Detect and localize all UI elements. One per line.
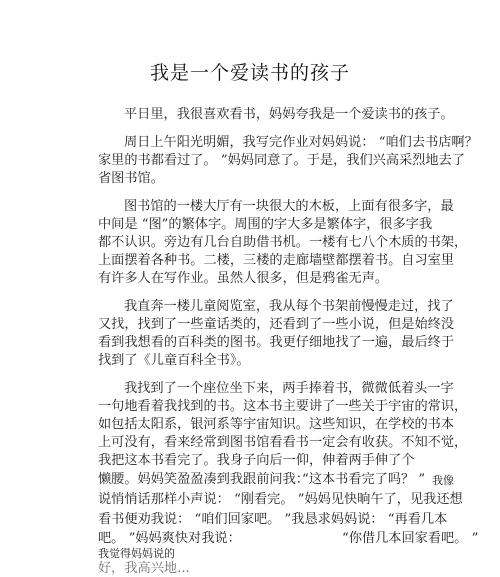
paragraph-line: 看到我想看的百科类的图书。我更仔细地找了一遍，最后终于 (98, 335, 455, 350)
paragraph-line: 一句地看着我找到的书。这本书主要讲了一些关于宇宙的常识， (98, 399, 468, 414)
paragraph-line: 又找，找到了一些童话类的，还看到了一些小说，但是始终没 (98, 317, 455, 332)
paragraph-line: 找到了《儿童百科全书》。 (98, 353, 250, 368)
paragraph-line: 家里的书都看过了。 ”妈妈同意了。于是，我们兴高采烈地去了 (98, 153, 465, 168)
paragraph-line-cut: 好，我高兴地... (98, 561, 190, 576)
paragraph-line: “这本书看完了吗？ ” (302, 472, 426, 487)
paragraph-line: 看书便劝我说： “咱们回家吧。 ”我恳求妈妈说： “再看几本 (98, 512, 448, 527)
paragraph-line: 吧。 ”妈妈爽快对我说： (98, 531, 241, 546)
document-title: 我是一个爱读书的孩子 (149, 62, 350, 84)
paragraph-line: 有许多人在写作业。虽然人很多，但是鸦雀无声。 (98, 271, 389, 286)
paragraph-line: 懒腰。妈妈笑盈盈凑到我跟前问我： (98, 472, 309, 487)
paragraph-line: 我找到了一个座位坐下来，两手捧着书，微微低着头一字 (124, 381, 454, 396)
paragraph-line: 周日上午阳光明媚，我写完作业对妈妈说： “咱们去书店啊？ (124, 135, 478, 150)
paragraph-line: 图书馆的一楼大厅有一块很大的木板，上面有很多字，最 (124, 199, 454, 214)
paragraph-line: 我觉得妈妈说的 (98, 547, 175, 560)
paragraph-line: “你借几本回家看吧。 ” (342, 531, 479, 546)
paragraph-line: 我把这本书看完了。我身子向后一仰，伸着两手伸了个 (98, 453, 415, 468)
paragraph-line: 上可没有，看来经常到图书馆看看书一定会有收获。不知不觉， (98, 435, 468, 450)
paragraph-line: 上面摆着各种书。二楼，三楼的走廊墙壁都摆着书。自习室里 (98, 253, 455, 268)
paragraph-line: 中间是 “图”的繁体字。周围的字大多是繁体字，很多字我 (98, 217, 433, 232)
paragraph-line: 我直奔一楼儿童阅览室，我从每个书架前慢慢走过，找了 (124, 299, 454, 314)
paragraph-line: 我像 (432, 474, 454, 487)
paragraph-line: 平日里，我很喜欢看书，妈妈夸我是一个爱读书的孩子。 (124, 107, 454, 122)
paragraph-line: 省图书馆。 (98, 171, 164, 186)
paragraph-line: 如包括太阳系，银河系等宇宙知识。这些知识，在学校的书本 (98, 417, 455, 432)
paragraph-line: 说悄悄话那样小声说： “刚看完。 ”妈妈见快晌午了，见我还想 (98, 492, 463, 507)
paragraph-line: 都不认识。旁边有几台自助借书机。一楼有七八个木质的书架， (98, 235, 468, 250)
